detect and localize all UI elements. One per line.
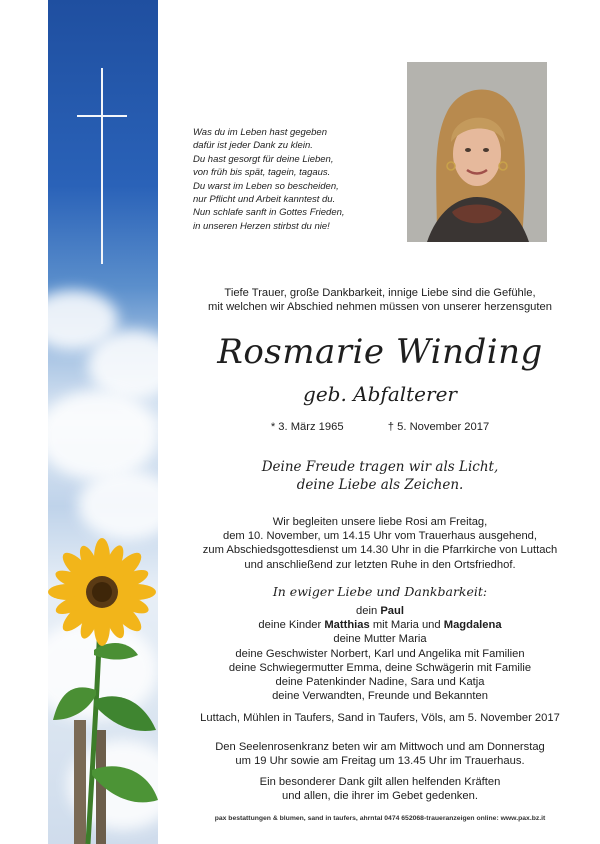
child-name: Magdalena — [443, 619, 502, 632]
portrait-image — [407, 62, 547, 242]
mourner-line: deine Kinder Matthias mit Maria und Magdalena — [258, 619, 502, 632]
rosary-text — [165, 740, 595, 768]
deceased-name: Rosmarie Winding — [217, 332, 543, 372]
maiden-name: geb. Abfalterer — [303, 382, 457, 406]
sunflower-icon — [48, 0, 158, 844]
mourner-line: deine Mutter Maria — [333, 633, 427, 646]
thanks-line: und allen, die ihrer im Gebet gedenken. — [282, 790, 478, 803]
thanks-line: Ein besonderer Dank gilt allen helfenden Kräften — [259, 776, 501, 788]
quote-line: Deine Freude tragen wir als Licht, — [261, 459, 499, 475]
love-heading: In ewiger Liebe und Dankbarkeit: — [272, 584, 488, 599]
rosary-line: Den Seelenrosenkranz beten wir am Mittwoch und am Donnerstag — [215, 741, 545, 753]
place-date: Luttach, Mühlen in Taufers, Sand in Taufers, Völs, am 5. November 2017 — [200, 712, 560, 724]
rosary-line: um 19 Uhr sowie am Freitag um 13.45 Uhr im Trauerhaus. — [235, 755, 525, 768]
poem-line: nur Pflicht und Arbeit kanntest du. — [193, 194, 336, 206]
sky-banner — [48, 0, 158, 844]
poem-line: von früh bis spät, tagein, tagaus. — [193, 167, 331, 179]
poem-line: Was du im Leben hast gegeben — [193, 127, 327, 138]
poem-line: Du warst im Leben so bescheiden, — [193, 180, 339, 192]
child-name: Matthias — [324, 619, 370, 632]
service-line: zum Abschiedsgottesdienst um 14.30 Uhr in die Pfarrkirche von Luttach — [202, 544, 558, 557]
quote-line: deine Liebe als Zeichen. — [296, 477, 464, 493]
poem-line: Nun schlafe sanft in Gottes Frieden, — [193, 207, 345, 219]
mourner-line: deine Schwiegermutter Emma, deine Schwägerin mit Familie — [228, 661, 532, 674]
portrait-photo — [407, 62, 547, 242]
service-line: und anschließend zur letzten Ruhe in den Ortsfriedhof. — [244, 558, 516, 571]
intro-line: Tiefe Trauer, große Dankbarkeit, innige Liebe sind die Gefühle, — [224, 287, 536, 299]
poem-line: in unseren Herzen stirbst du nie! — [193, 220, 330, 232]
life-dates — [165, 420, 595, 434]
poem-line: Du hast gesorgt für deine Lieben, — [193, 153, 334, 165]
memorial-quote — [165, 458, 595, 494]
funeral-service-text — [165, 515, 595, 572]
service-line: dem 10. November, um 14.15 Uhr vom Trauerhaus ausgehend, — [222, 530, 538, 543]
mourner-line: deine Patenkinder Nadine, Sara und Katja — [275, 676, 485, 689]
husband-name: Paul — [380, 605, 404, 617]
service-line: Wir begleiten unsere liebe Rosi am Freitag, — [272, 516, 488, 528]
mourners-list — [165, 604, 595, 703]
mourner-line: dein Paul — [356, 605, 404, 617]
intro-text — [165, 286, 595, 314]
thanks-text — [165, 775, 595, 803]
mourner-line: deine Verwandten, Freunde und Bekannten — [272, 690, 488, 703]
mourner-line: deine Geschwister Norbert, Karl und Angelika mit Familien — [235, 647, 525, 660]
footer-credit: pax bestattungen & blumen, sand in taufers, ahrntal 0474 652068-traueranzeigen online: www.pax.bz.it — [214, 815, 546, 822]
intro-line: mit welchen wir Abschied nehmen müssen von unserer herzensguten — [208, 301, 552, 314]
birth-date: * 3. März 1965 — [270, 421, 344, 433]
death-date: † 5. November 2017 — [387, 421, 490, 433]
poem — [193, 126, 393, 233]
poem-line: dafür ist jeder Dank zu klein. — [193, 140, 313, 152]
